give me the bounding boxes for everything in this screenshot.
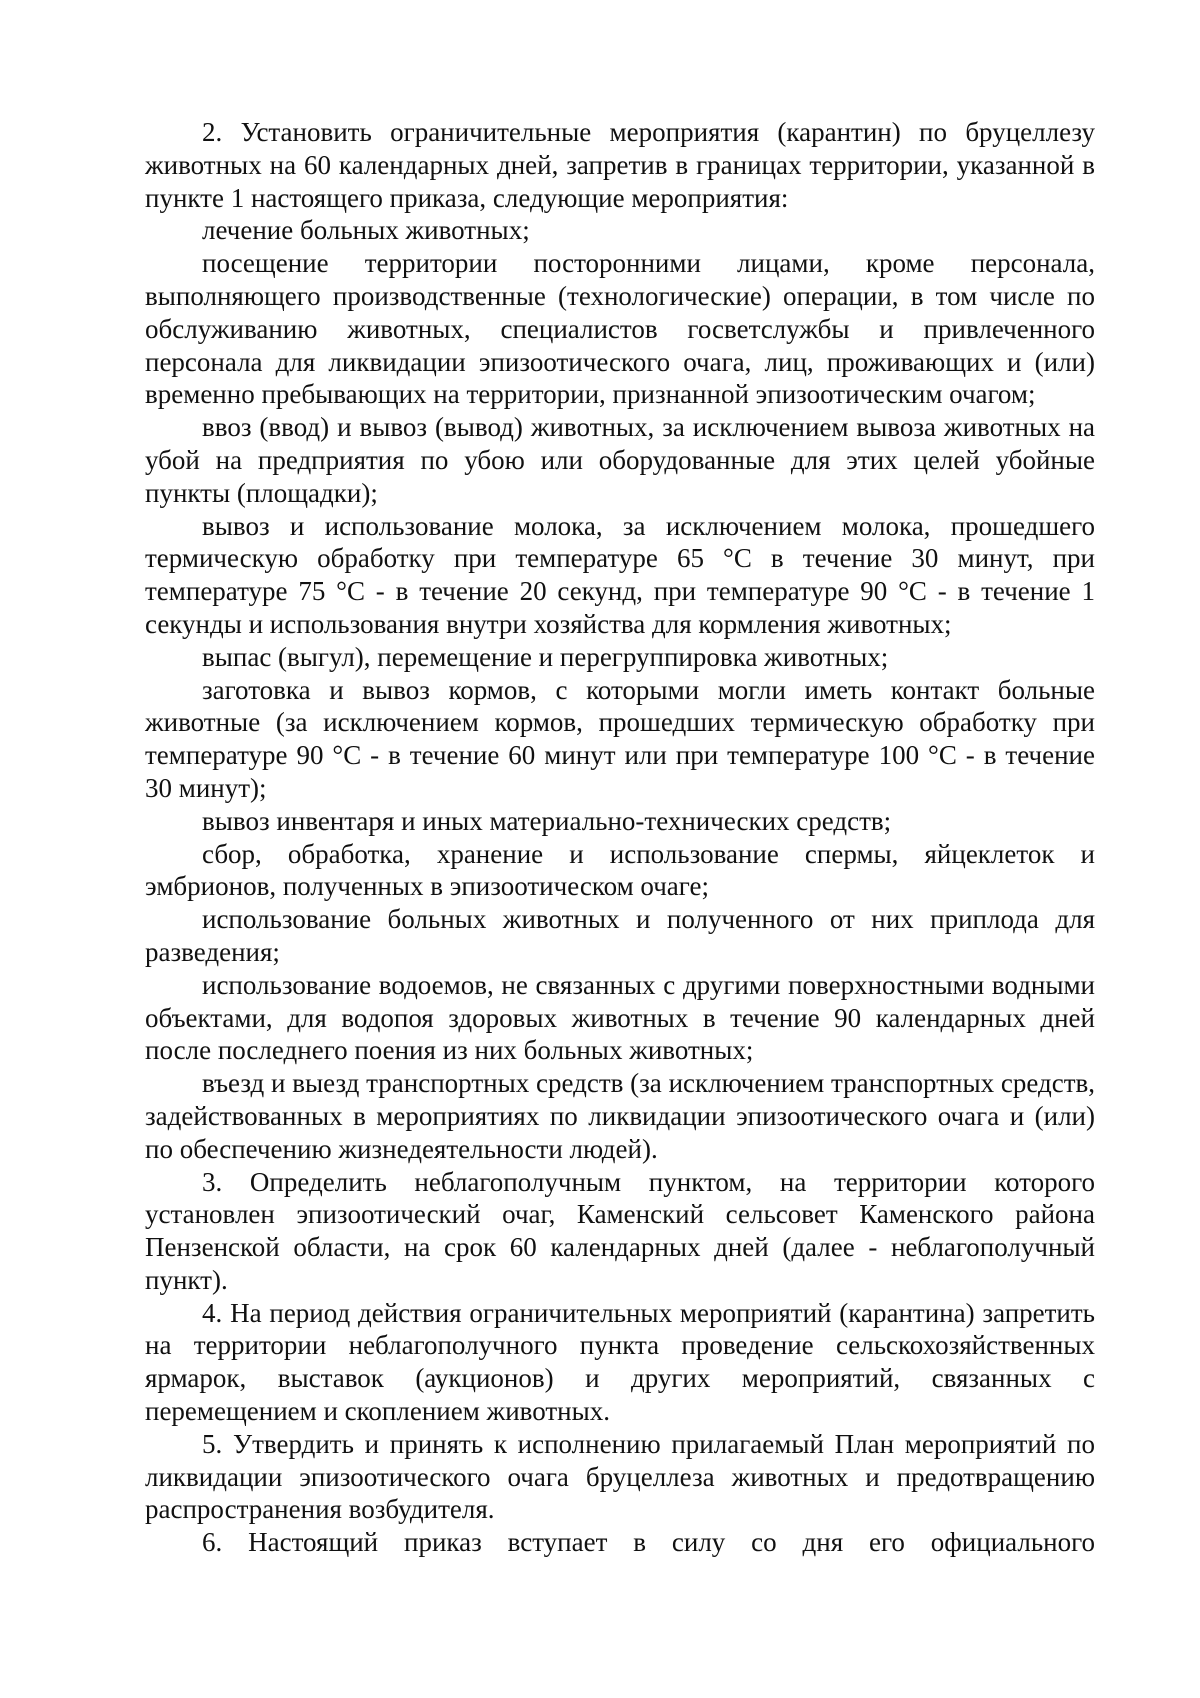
paragraph-item-2: 2. Установить ограничительные мероприятия (карантин) по бруцеллезу животных на 60 календарных дней, запретив в границах территории, указанной в пункте 1 настоящего приказа, следующие мероприятия: [145, 117, 1095, 213]
document-body [145, 116, 1095, 1559]
paragraph-ban-animal-transport: ввоз (ввод) и вывоз (вывод) животных, за исключением вывоза животных на убой на предприятия по убою или оборудованные для этих целей убойные пункты (площадки); [145, 412, 1095, 508]
paragraph-ban-visits: посещение территории посторонними лицами, кроме персонала, выполняющего производственные (технологические) операции, в том числе по обслуживанию животных, специалистов госветслужбы и привлеченного персонала для ликвидации эпизоотического очага, лиц, проживающих и (или) временно пребывающих на территории, признанной эпизоотическим очагом; [145, 248, 1095, 410]
paragraph-ban-water: использование водоемов, не связанных с другими поверхностными водными объектами, для водопоя здоровых животных в течение 90 календарных дней после последнего поения из них больных животных; [145, 969, 1095, 1066]
paragraph-ban-inventory: вывоз инвентаря и иных материально-технических средств; [202, 805, 892, 836]
paragraph-ban-grazing: выпас (выгул), перемещение и перегруппировка животных; [202, 641, 889, 672]
paragraph-ban-sperm: сбор, обработка, хранение и использование спермы, яйцеклеток и эмбрионов, полученных в эпизоотическом очаге; [145, 838, 1095, 902]
paragraph-item-3: 3. Определить неблагополучным пунктом, на территории которого установлен эпизоотический очаг, Каменский сельсовет Каменского района Пензенской области, на срок 60 календарных дней (далее - неблагополучный пункт). [145, 1166, 1095, 1295]
paragraph-item-5: 5. Утвердить и принять к исполнению прилагаемый План мероприятий по ликвидации эпизоотического очага бруцеллеза животных и предотвращению распространения возбудителя. [145, 1428, 1095, 1525]
paragraph-ban-treatment: лечение больных животных; [202, 215, 530, 246]
paragraph-ban-breeding: использование больных животных и полученного от них приплода для разведения; [145, 904, 1095, 967]
paragraph-item-6: 6. Настоящий приказ вступает в силу со дня его официального [202, 1527, 1095, 1558]
paragraph-ban-vehicles: въезд и выезд транспортных средств (за исключением транспортных средств, задействованных в мероприятиях по ликвидации эпизоотического очага и (или) по обеспечению жизнедеятельности людей). [145, 1068, 1095, 1164]
paragraph-ban-feed: заготовка и вывоз кормов, с которыми могли иметь контакт больные животные (за исключением кормов, прошедших термическую обработку при температуре 90 °С - в течение 60 минут или при температуре 100 °С - в течение 30 минут); [145, 674, 1095, 803]
paragraph-ban-milk: вывоз и использование молока, за исключением молока, прошедшего термическую обработку при температуре 65 °С в течение 30 минут, при температуре 75 °С - в течение 20 секунд, при температуре 90 °С - в течение 1 секунды и использования внутри хозяйства для кормления животных; [145, 510, 1095, 639]
paragraph-item-4: 4. На период действия ограничительных мероприятий (карантина) запретить на территории неблагополучного пункта проведение сельскохозяйственных ярмарок, выставок (аукционов) и других мероприятий, связанных с перемещением и скоплением животных. [145, 1297, 1095, 1427]
